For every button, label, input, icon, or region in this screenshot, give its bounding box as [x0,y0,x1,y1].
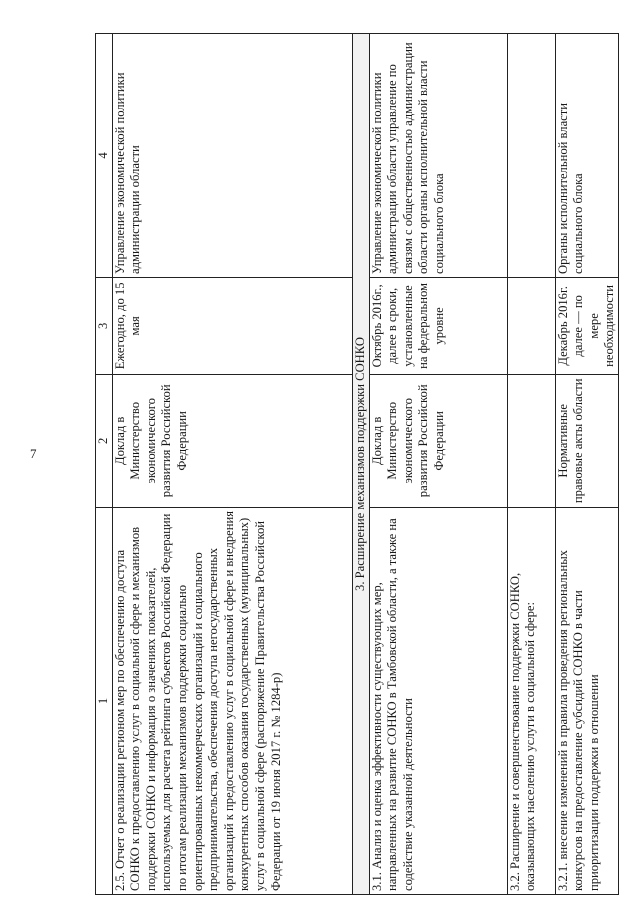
header-cell-1: 1 [96,507,113,894]
table-row-2-5 [112,34,352,895]
measure-cell: 3.1. Анализ и оценка эффективности существующих мер, направленных на развитие СОНКО в Тамбовской области, а также на содействие указанной деятельности [369,507,507,894]
measure-cell: 2.5. Отчет о реализации регионом мер по обеспечению доступа СОНКО к предоставлению услуг в социальной сфере и механизмов поддержки СОНКО и информация о значениях показателей, используемых для расчета рейтинга субъектов Российской Федерации по итогам реализации механизмов поддержки социально ориентированных некоммерческих организаций и социального предпринимательства, обеспечения доступа негосударственных организаций к предоставлению услуг в социальной сфере и внедрения конкурентных способов оказания государственных (муниципальных) услуг в социальной сфере (распоряжение Правительства Российской Федерации от 19 июня 2017 г. № 1284-р) [112,507,352,894]
section-heading: 3. Расширение механизмов поддержки СОНКО [352,34,369,895]
section-heading-row [352,34,369,895]
measure-cell: 3.2. Расширение и совершенствование поддержки СОНКО, оказывающих населению услуги в социальной сфере: [507,507,555,894]
plan-table [95,33,619,895]
result-form-cell: Нормативные правовые акты области [555,374,618,507]
responsible-cell: Органы исполнительной власти социального блока [555,34,618,278]
result-form-cell: Доклад в Министерство экономического развития Российской Федерации [112,374,352,507]
deadline-cell: Декабрь 2016г. далее — по мере необходимости [555,278,618,375]
rotated-page [95,0,635,905]
responsible-cell: Управление экономической политики администрации области [112,34,352,278]
deadline-cell: Ежегодно, до 15 мая [112,278,352,375]
page-number: 7 [30,446,37,461]
header-cell-2: 2 [96,374,113,507]
responsible-cell: Управление экономической политики администрации области управление по связям с общественностью администрации области органы исполнительной власти социального блока [369,34,507,278]
table-row-3-2-1 [555,34,618,895]
result-form-cell-empty [507,374,555,507]
table-row-3-2 [507,34,555,895]
responsible-cell-empty [507,34,555,278]
deadline-cell: Октябрь 2016г., далее в сроки, установленные на федеральном уровне [369,278,507,375]
measure-cell: 3.2.1. внесение изменений в правила проведения региональных конкурсов на предоставление субсидий СОНКО в части приоритизации поддержки в отношении [555,507,618,894]
deadline-cell-empty [507,278,555,375]
table-header-row [96,34,113,895]
result-form-cell: Доклад в Министерство экономического развития Российской Федерации [369,374,507,507]
header-cell-4: 4 [96,34,113,278]
header-cell-3: 3 [96,278,113,375]
table-row-3-1 [369,34,507,895]
